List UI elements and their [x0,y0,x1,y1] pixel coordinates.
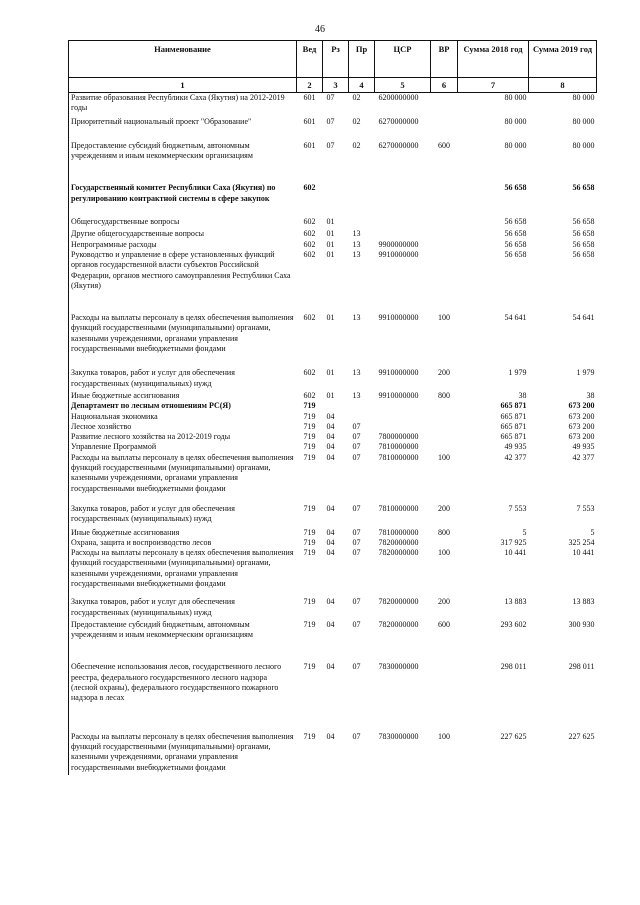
row-sum-2018: 56 658 [504,229,527,239]
table-row [69,597,597,620]
row-name: Национальная экономика [69,412,297,422]
row-name: Расходы на выплаты персоналу в целях обеспечения выполнения функций государственными (муниципальными) органами, казенными учреждениями, органами управления государственными внебюджетными фондами [69,548,297,597]
row-pr [349,183,375,217]
row-name: Общегосударственные вопросы [69,217,297,229]
row-ved: 719 [303,421,316,431]
row-sum-2019: 325 254 [568,537,595,547]
row-ved: 719 [303,401,316,411]
table-row [69,391,597,401]
row-rz: 04 [326,662,335,672]
row-sum-2019: 673 200 [568,411,595,421]
table-row [69,412,597,422]
row-sum-2019: 673 200 [568,432,595,442]
table-row [69,240,597,250]
row-ved: 719 [303,731,316,741]
row-rz: 07 [326,93,335,102]
row-sum-2019: 10 441 [572,548,595,558]
row-csr: 7830000000 [378,662,419,672]
row-sum-2018: 665 871 [500,411,527,421]
row-sum-2018: 38 [518,390,527,400]
row-rz: 01 [326,229,335,239]
row-pr [349,401,375,411]
row-rz: 07 [326,140,335,150]
table-row [69,528,597,538]
table-row [69,432,597,442]
row-pr: 13 [352,239,361,249]
row-rz: 01 [326,390,335,400]
row-ved: 601 [303,116,316,126]
row-rz: 04 [326,432,335,442]
row-rz: 04 [326,619,335,629]
row-rz: 04 [326,537,335,547]
row-rz: 07 [326,116,335,126]
row-vr [431,240,458,250]
row-sum-2019: 298 011 [568,662,595,672]
row-csr: 7820000000 [378,597,419,607]
row-sum-2019: 56 658 [572,249,595,259]
row-csr [375,229,431,239]
budget-table [68,40,597,775]
row-csr: 9900000000 [378,239,419,249]
row-vr [431,442,458,452]
row-sum-2018: 227 625 [500,731,527,741]
table-row [69,93,597,117]
row-sum-2019: 56 658 [572,217,595,227]
row-csr: 7820000000 [378,537,419,547]
row-rz: 04 [326,442,335,452]
row-pr: 07 [352,432,361,442]
row-csr [375,217,431,229]
row-rz: 04 [326,421,335,431]
row-vr: 200 [438,368,450,378]
row-pr [349,412,375,422]
row-pr: 07 [352,537,361,547]
row-vr: 100 [438,548,450,558]
header-pr: Пр [349,41,375,78]
column-number: 5 [375,78,431,93]
row-rz: 04 [326,527,335,537]
row-vr: 800 [438,527,450,537]
row-name: Лесное хозяйство [69,422,297,432]
row-csr [375,183,431,217]
table-row [69,368,597,391]
row-vr: 200 [438,597,450,607]
row-ved: 602 [303,249,316,259]
row-vr [431,93,458,117]
table-row [69,504,597,528]
row-sum-2018: 56 658 [504,239,527,249]
header-vr: ВР [431,41,458,78]
row-pr: 07 [352,662,361,672]
row-csr [375,422,431,432]
row-ved: 719 [303,411,316,421]
row-sum-2019: 1 979 [576,368,595,378]
row-vr: 200 [438,503,450,513]
column-number: 3 [323,78,349,93]
table-row [69,401,597,411]
header-sum-2018: Сумма 2018 год [458,41,529,78]
row-ved: 719 [303,527,316,537]
row-name: Департамент по лесным отношениям РС(Я) [69,401,297,411]
row-sum-2019: 38 [586,390,595,400]
row-rz: 01 [326,249,335,259]
row-sum-2018: 13 883 [504,597,527,607]
header-rz: Рз [323,41,349,78]
page-number: 46 [315,24,325,35]
row-sum-2018: 49 935 [504,442,527,452]
row-csr: 9910000000 [378,368,419,378]
row-sum-2018: 1 979 [508,368,527,378]
row-vr [431,217,458,229]
row-vr [431,401,458,411]
row-ved: 719 [303,662,316,672]
row-vr [431,432,458,442]
row-sum-2018: 56 658 [504,249,527,259]
row-name: Иные бюджетные ассигнования [69,391,297,401]
row-sum-2018: 298 011 [500,662,527,672]
row-csr: 9910000000 [378,249,419,259]
row-ved: 601 [303,140,316,150]
row-name: Закупка товаров, работ и услуг для обеспечения государственных (муниципальных) нужд [69,597,297,620]
row-name: Расходы на выплаты персоналу в целях обеспечения выполнения функций государственными (муниципальными) органами, казенными учреждениями, органами управления государственными внебюджетными фондами [69,732,297,775]
row-pr: 07 [352,619,361,629]
row-name: Иные бюджетные ассигнования [69,528,297,538]
row-pr: 07 [352,548,361,558]
row-rz: 04 [326,452,335,462]
row-csr: 7810000000 [378,442,419,452]
table-row [69,217,597,229]
row-sum-2018: 80 000 [504,93,527,102]
table-row [69,620,597,663]
row-sum-2018: 42 377 [504,452,527,462]
row-csr: 9910000000 [378,313,419,323]
header-csr: ЦСР [375,41,431,78]
row-pr: 07 [352,452,361,462]
row-ved: 602 [303,390,316,400]
table-row [69,662,597,731]
row-sum-2018: 80 000 [504,116,527,126]
table-row [69,422,597,432]
column-number: 7 [458,78,529,93]
row-vr [431,229,458,239]
row-csr: 7810000000 [378,452,419,462]
row-csr [375,412,431,422]
row-vr [431,412,458,422]
row-sum-2018: 56 658 [504,183,527,193]
row-csr: 7830000000 [378,731,419,741]
row-sum-2019: 7 553 [576,503,595,513]
row-sum-2019: 13 883 [572,597,595,607]
row-pr: 02 [352,93,361,102]
row-pr: 07 [352,527,361,537]
row-name: Предоставление субсидий бюджетным, автономным учреждениям и иным некоммерческим организациям [69,620,297,663]
table-body [69,93,597,775]
row-pr: 02 [352,140,361,150]
column-number: 2 [297,78,323,93]
row-vr: 100 [438,731,450,741]
row-sum-2019: 673 200 [568,401,595,411]
row-ved: 719 [303,597,316,607]
row-ved: 719 [303,452,316,462]
row-name: Другие общегосударственные вопросы [69,229,297,239]
row-name: Приоритетный национальный проект "Образование" [69,117,297,141]
row-vr: 600 [438,619,450,629]
row-sum-2019: 80 000 [572,93,595,102]
row-rz: 01 [326,313,335,323]
row-rz: 04 [326,597,335,607]
row-ved: 719 [303,537,316,547]
row-vr: 800 [438,390,450,400]
row-name: Управление Программой [69,442,297,452]
row-pr: 07 [352,503,361,513]
row-vr [431,538,458,548]
table-row [69,229,597,239]
row-name: Развитие образования Республики Саха (Якутия) на 2012-2019 годы [69,93,297,117]
row-vr: 100 [438,313,450,323]
row-ved: 602 [303,313,316,323]
row-pr: 13 [352,390,361,400]
row-csr: 7820000000 [378,619,419,629]
row-csr: 6270000000 [378,116,419,126]
row-csr: 9910000000 [378,390,419,400]
row-pr [349,217,375,229]
row-name: Непрограммные расходы [69,240,297,250]
column-number: 1 [69,78,297,93]
row-name: Обеспечение использования лесов, государственного лесного реестра, федерального государственного лесного надзора (лесной охраны), федерального государственного пожарного надзора в лесах [69,662,297,731]
row-csr: 7810000000 [378,527,419,537]
table-row [69,141,597,184]
row-sum-2019: 56 658 [572,239,595,249]
row-ved: 719 [303,432,316,442]
column-number: 8 [529,78,597,93]
table-row [69,117,597,141]
row-pr: 13 [352,249,361,259]
row-sum-2018: 665 871 [500,432,527,442]
row-csr: 7820000000 [378,548,419,558]
row-sum-2019: 54 641 [572,313,595,323]
row-rz: 04 [326,731,335,741]
header-sum-2019: Сумма 2019 год [529,41,597,78]
row-sum-2018: 317 925 [500,537,527,547]
row-sum-2019: 80 000 [572,116,595,126]
row-rz [323,183,349,217]
row-sum-2019: 300 930 [568,619,595,629]
row-sum-2019: 227 625 [568,731,595,741]
row-rz: 04 [326,503,335,513]
row-sum-2018: 56 658 [504,217,527,227]
row-ved: 602 [303,217,316,227]
row-ved: 719 [303,619,316,629]
row-sum-2019: 5 [590,527,595,537]
column-number: 4 [349,78,375,93]
row-csr: 6270000000 [378,140,419,150]
row-name: Государственный комитет Республики Саха (Якутия) по регулированию контрактной системы в сфере закупок [69,183,297,217]
row-pr: 13 [352,368,361,378]
row-ved: 719 [303,503,316,513]
row-sum-2018: 10 441 [504,548,527,558]
table-row [69,732,597,775]
row-sum-2019: 42 377 [572,452,595,462]
row-rz: 01 [326,239,335,249]
row-ved: 602 [303,183,316,193]
row-sum-2019: 56 658 [572,183,595,193]
row-sum-2019: 56 658 [572,229,595,239]
row-ved: 719 [303,442,316,452]
row-sum-2019: 49 935 [572,442,595,452]
row-ved: 601 [303,93,316,102]
row-ved: 602 [303,368,316,378]
row-name: Охрана, защита и воспроизводство лесов [69,538,297,548]
table-row [69,453,597,504]
row-name: Расходы на выплаты персоналу в целях обеспечения выполнения функций государственными (муниципальными) органами, казенными учреждениями, органами управления государственными внебюджетными фондами [69,453,297,504]
row-sum-2018: 5 [522,527,527,537]
row-rz [323,401,349,411]
row-csr: 7810000000 [378,503,419,513]
table-row [69,442,597,452]
row-csr [375,401,431,411]
row-ved: 719 [303,548,316,558]
row-sum-2018: 665 871 [500,421,527,431]
table-header [69,41,597,93]
row-ved: 602 [303,229,316,239]
row-rz: 01 [326,368,335,378]
row-name: Развитие лесного хозяйства на 2012-2019 годы [69,432,297,442]
row-pr: 13 [352,229,361,239]
table-row [69,313,597,368]
row-vr: 600 [438,140,450,150]
row-sum-2019: 673 200 [568,421,595,431]
row-name: Предоставление субсидий бюджетным, автономным учреждениям и иным некоммерческим организациям [69,141,297,184]
row-vr: 100 [438,452,450,462]
row-pr: 07 [352,731,361,741]
row-sum-2018: 7 553 [508,503,527,513]
row-vr [431,183,458,217]
row-csr: 6200000000 [378,93,419,102]
row-name: Закупка товаров, работ и услуг для обеспечения государственных (муниципальных) нужд [69,368,297,391]
row-sum-2019: 80 000 [572,140,595,150]
row-csr: 7800000000 [378,432,419,442]
row-vr [431,662,458,731]
row-pr: 02 [352,116,361,126]
table-row [69,548,597,597]
row-pr: 07 [352,442,361,452]
row-vr [431,117,458,141]
header-name: Наименование [69,41,297,78]
row-rz: 04 [326,411,335,421]
row-name: Руководство и управление в сфере установленных функций органов государственной власти субъектов Российской Федерации, органов местного самоуправления Республики Саха (Якутия) [69,250,297,313]
row-rz: 01 [326,217,335,227]
column-number: 6 [431,78,458,93]
row-sum-2018: 665 871 [500,401,527,411]
row-pr: 13 [352,313,361,323]
row-ved: 602 [303,239,316,249]
row-pr: 07 [352,421,361,431]
row-vr [431,422,458,432]
table-row [69,183,597,217]
row-rz: 04 [326,548,335,558]
row-sum-2018: 293 602 [500,619,527,629]
header-ved: Вед [297,41,323,78]
row-name: Закупка товаров, работ и услуг для обеспечения государственных (муниципальных) нужд [69,504,297,528]
row-sum-2018: 80 000 [504,140,527,150]
row-pr: 07 [352,597,361,607]
row-vr [431,250,458,313]
table-row [69,250,597,313]
row-name: Расходы на выплаты персоналу в целях обеспечения выполнения функций государственными (муниципальными) органами, казенными учреждениями, органами управления государственными внебюджетными фондами [69,313,297,368]
row-sum-2018: 54 641 [504,313,527,323]
table-row [69,538,597,548]
